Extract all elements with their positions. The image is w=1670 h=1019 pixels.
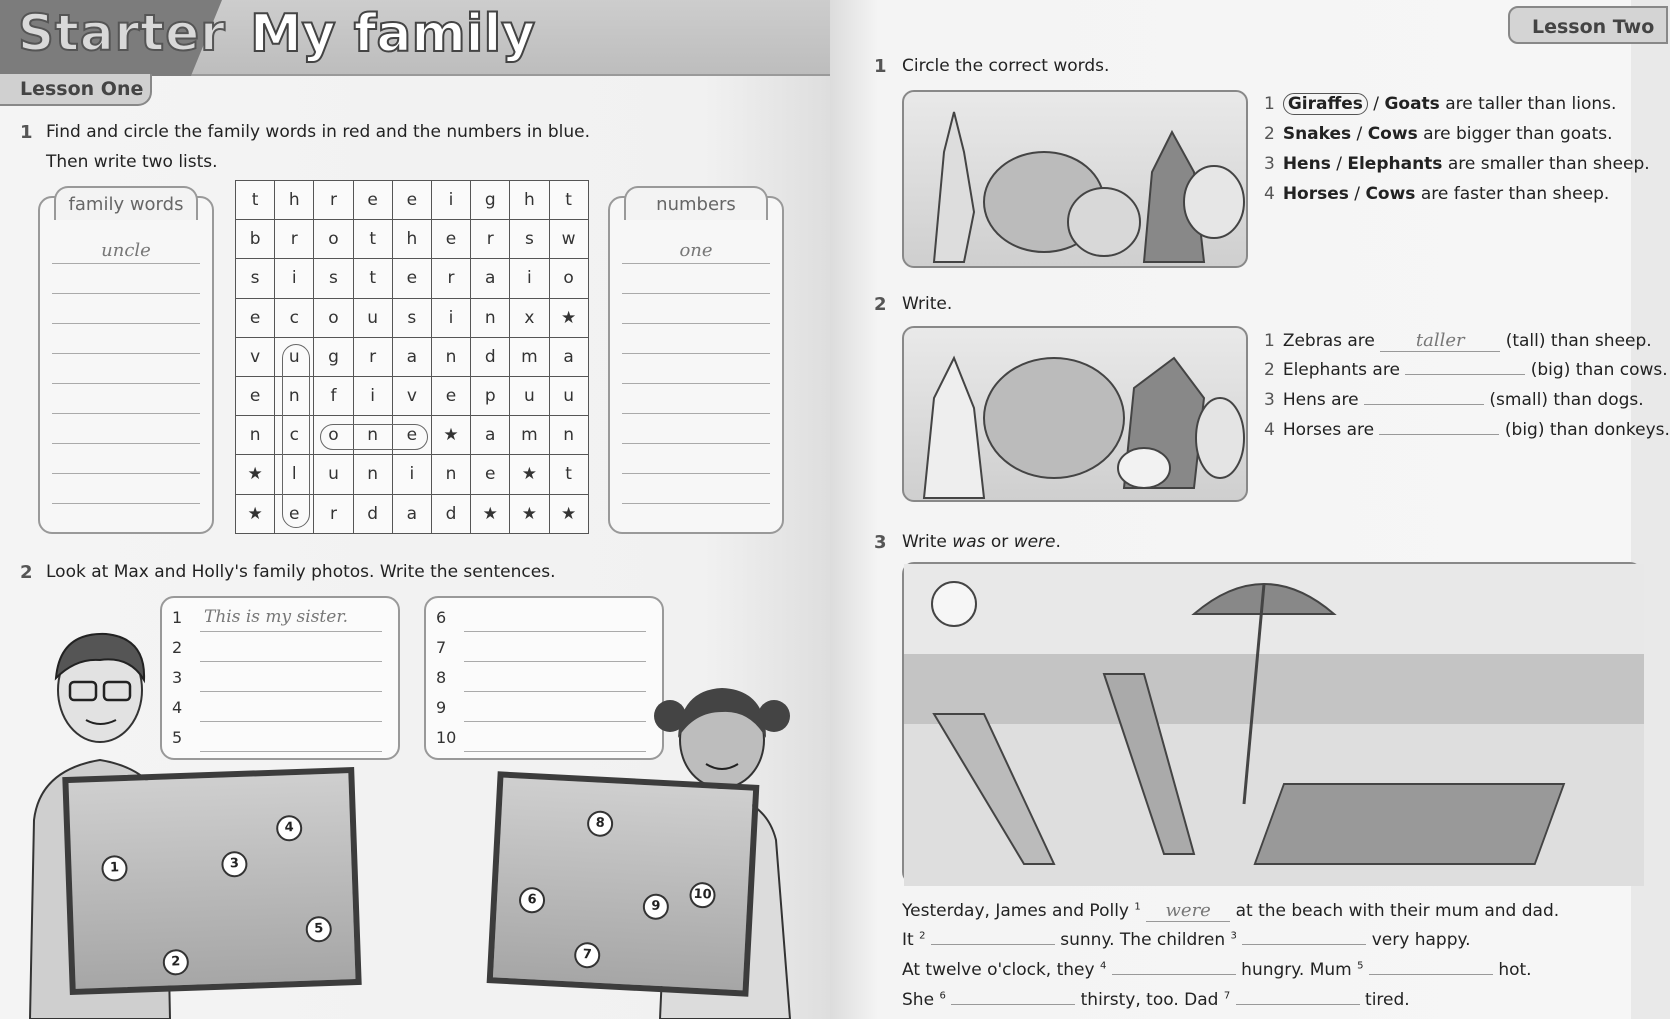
grid-letter-cell[interactable]: e xyxy=(431,220,470,259)
answer-line[interactable] xyxy=(52,383,200,384)
grid-letter-cell[interactable]: m xyxy=(510,337,549,376)
grid-letter-cell[interactable]: e xyxy=(471,455,510,494)
answer-gap[interactable] xyxy=(1405,374,1525,375)
grid-letter-cell[interactable]: u xyxy=(275,337,314,376)
grid-letter-cell[interactable]: x xyxy=(510,298,549,337)
answer-line xyxy=(200,691,382,692)
grid-letter-cell[interactable]: t xyxy=(353,220,392,259)
sentence-number: 2 xyxy=(172,638,183,657)
exercise-r1-instruction: Circle the correct words. xyxy=(902,56,1110,76)
grid-letter-cell[interactable]: s xyxy=(510,220,549,259)
grid-letter-cell[interactable]: t xyxy=(236,181,275,220)
answer-line[interactable] xyxy=(52,473,200,474)
grid-letter-cell[interactable]: e xyxy=(392,181,431,220)
sentence-number: 10 xyxy=(436,728,457,747)
sentence-row[interactable] xyxy=(436,724,652,754)
exercise-2-number: 2 xyxy=(20,562,33,583)
answer-line[interactable] xyxy=(52,443,200,444)
photo-badge: 3 xyxy=(221,851,248,878)
sentence-row[interactable] xyxy=(172,634,388,664)
r1-item-4: 4 Horses / Cows are faster than sheep. xyxy=(1264,184,1610,204)
answer-gap[interactable] xyxy=(931,944,1055,945)
grid-letter-cell[interactable]: n xyxy=(275,376,314,415)
photo-badge: 10 xyxy=(689,882,716,909)
grid-letter-cell[interactable]: i xyxy=(275,259,314,298)
grid-letter-cell[interactable]: n xyxy=(549,416,588,455)
option-a[interactable]: Hens xyxy=(1282,154,1331,174)
exercise-2-instruction: Look at Max and Holly's family photos. Write the sentences. xyxy=(46,562,556,582)
page-title: My family xyxy=(250,4,536,64)
grid-letter-cell[interactable]: s xyxy=(314,259,353,298)
grid-star-cell[interactable]: ★ xyxy=(510,455,549,494)
grid-letter-cell[interactable]: w xyxy=(549,220,588,259)
exercise-1-instruction-line2: Then write two lists. xyxy=(46,152,218,172)
lesson-two-tab: Lesson Two xyxy=(1508,6,1668,44)
numbers-box xyxy=(608,196,784,534)
photo-badge: 1 xyxy=(101,855,128,882)
sentence-number: 4 xyxy=(172,698,183,717)
answer-line[interactable] xyxy=(622,443,770,444)
animals-picture-2 xyxy=(902,326,1248,502)
right-page xyxy=(830,0,1670,1019)
sentence-row[interactable] xyxy=(172,724,388,754)
grid-star-cell[interactable]: ★ xyxy=(549,298,588,337)
sentence-row[interactable] xyxy=(172,694,388,724)
grid-letter-cell[interactable]: e xyxy=(353,181,392,220)
grid-letter-cell[interactable]: o xyxy=(314,220,353,259)
grid-letter-cell[interactable]: a xyxy=(392,494,431,533)
answer-line xyxy=(464,661,646,662)
grid-letter-cell[interactable]: i xyxy=(431,181,470,220)
grid-letter-cell[interactable]: e xyxy=(236,376,275,415)
option-b[interactable]: Goats xyxy=(1384,94,1440,114)
grid-letter-cell[interactable]: a xyxy=(549,337,588,376)
answer-gap[interactable] xyxy=(1242,944,1366,945)
grid-letter-cell[interactable]: o xyxy=(314,416,353,455)
answer-gap[interactable]: taller xyxy=(1380,330,1500,352)
grid-letter-cell[interactable]: l xyxy=(275,455,314,494)
grid-letter-cell[interactable]: n xyxy=(431,337,470,376)
lesson-one-tab: Lesson One xyxy=(0,74,152,106)
grid-letter-cell[interactable]: a xyxy=(471,259,510,298)
option-a[interactable]: Snakes xyxy=(1282,124,1352,144)
left-page xyxy=(0,0,830,1019)
r2-item-3: 3 Hens are (small) than dogs. xyxy=(1264,390,1644,410)
r2-item-4: 4 Horses are (big) than donkeys. xyxy=(1264,420,1670,440)
exercise-r3-instruction: Write was or were. xyxy=(902,532,1061,552)
grid-letter-cell[interactable]: m xyxy=(510,416,549,455)
r3-sentence-3: At twelve o'clock, they $^4$ hungry. Mum $^5$ hot. xyxy=(902,960,1532,980)
sentence-number: 9 xyxy=(436,698,447,717)
holly-family-photo xyxy=(487,771,760,996)
r2-item-1: 1 Zebras are taller (tall) than sheep. xyxy=(1264,330,1652,351)
speech-bubble-holly xyxy=(424,596,664,760)
grid-letter-cell[interactable]: h xyxy=(392,220,431,259)
grid-letter-cell[interactable]: a xyxy=(471,416,510,455)
answer-line[interactable] xyxy=(622,383,770,384)
starter-heading: Starter xyxy=(18,4,226,62)
animals-picture-1 xyxy=(902,90,1248,268)
sentence-number: 7 xyxy=(436,638,447,657)
answer-gap[interactable] xyxy=(1379,434,1499,435)
grid-row xyxy=(236,220,589,259)
family-words-example: uncle xyxy=(101,240,151,261)
answer-gap[interactable] xyxy=(951,1004,1075,1005)
answer-line[interactable] xyxy=(52,293,200,294)
sentence-number: 3 xyxy=(172,668,183,687)
sentence-row[interactable] xyxy=(436,664,652,694)
exercise-r3-number: 3 xyxy=(874,532,887,553)
numbers-example: one xyxy=(679,240,713,261)
grid-letter-cell[interactable]: h xyxy=(510,181,549,220)
answer-line xyxy=(200,661,382,662)
r1-item-1: 1 Giraffes / Goats are taller than lions. xyxy=(1264,94,1617,114)
grid-letter-cell[interactable]: s xyxy=(236,259,275,298)
answer-line[interactable] xyxy=(52,323,200,324)
sentence-number: 5 xyxy=(172,728,183,747)
answer-line[interactable] xyxy=(52,413,200,414)
answer-line[interactable] xyxy=(622,263,770,264)
grid-letter-cell[interactable]: e xyxy=(392,259,431,298)
exercise-r1-number: 1 xyxy=(874,56,887,77)
grid-letter-cell[interactable]: t xyxy=(549,181,588,220)
r3-sentence-1: Yesterday, James and Polly $^1$ were at the beach with their mum and dad. xyxy=(902,900,1560,921)
sentence-number: 6 xyxy=(436,608,447,627)
grid-letter-cell[interactable]: a xyxy=(392,337,431,376)
grid-letter-cell[interactable]: e xyxy=(431,376,470,415)
grid-letter-cell[interactable]: g xyxy=(471,181,510,220)
grid-letter-cell[interactable]: i xyxy=(392,455,431,494)
grid-letter-cell[interactable]: n xyxy=(431,455,470,494)
grid-star-cell[interactable]: ★ xyxy=(431,416,470,455)
family-words-box xyxy=(38,196,214,534)
grid-star-cell[interactable]: ★ xyxy=(549,494,588,533)
grid-letter-cell[interactable]: r xyxy=(431,259,470,298)
grid-star-cell[interactable]: ★ xyxy=(236,494,275,533)
r3-sentence-2: It $^2$ sunny. The children $^3$ very happy. xyxy=(902,930,1471,950)
grid-letter-cell[interactable]: f xyxy=(314,376,353,415)
max-family-photo xyxy=(62,767,361,995)
grid-letter-cell[interactable]: o xyxy=(314,298,353,337)
answer-gap[interactable] xyxy=(1112,974,1236,975)
answer-line xyxy=(464,691,646,692)
sentence-number: 8 xyxy=(436,668,447,687)
exercise-r2-instruction: Write. xyxy=(902,294,953,314)
grid-letter-cell[interactable]: h xyxy=(275,181,314,220)
speech-bubble-max xyxy=(160,596,400,760)
r1-item-3: 3 Hens / Elephants are smaller than sheep. xyxy=(1264,154,1650,174)
r3-sentence-4: She $^6$ thirsty, too. Dad $^7$ tired. xyxy=(902,990,1410,1010)
grid-letter-cell[interactable]: i xyxy=(353,376,392,415)
answer-line[interactable] xyxy=(622,503,770,504)
answer-gap[interactable]: were xyxy=(1146,900,1230,922)
grid-letter-cell[interactable]: e xyxy=(392,416,431,455)
answer-line xyxy=(464,631,646,632)
grid-letter-cell[interactable]: t xyxy=(549,455,588,494)
grid-letter-cell[interactable]: n xyxy=(471,298,510,337)
photo-badge: 9 xyxy=(642,893,669,920)
grid-letter-cell[interactable]: d xyxy=(471,337,510,376)
answer-line[interactable] xyxy=(52,503,200,504)
grid-row xyxy=(236,259,589,298)
grid-letter-cell[interactable]: r xyxy=(275,220,314,259)
grid-letter-cell[interactable]: t xyxy=(353,259,392,298)
photo-badge: 2 xyxy=(162,949,189,976)
grid-letter-cell[interactable]: e xyxy=(275,494,314,533)
grid-letter-cell[interactable]: p xyxy=(471,376,510,415)
sentence-row[interactable] xyxy=(436,694,652,724)
family-words-label: family words xyxy=(54,186,198,220)
exercise-1-number: 1 xyxy=(20,122,33,143)
beach-picture xyxy=(902,562,1642,884)
answer-line[interactable] xyxy=(52,263,200,264)
sentence-number: 1 xyxy=(172,608,183,627)
sentence-row[interactable] xyxy=(172,664,388,694)
answer-line[interactable] xyxy=(622,293,770,294)
grid-letter-cell[interactable]: c xyxy=(275,298,314,337)
grid-letter-cell[interactable]: u xyxy=(353,298,392,337)
grid-letter-cell[interactable]: u xyxy=(549,376,588,415)
answer-gap[interactable] xyxy=(1236,1004,1360,1005)
grid-letter-cell[interactable]: v xyxy=(236,337,275,376)
grid-letter-cell[interactable]: u xyxy=(510,376,549,415)
grid-row xyxy=(236,298,589,337)
grid-row xyxy=(236,181,589,220)
grid-letter-cell[interactable]: o xyxy=(549,259,588,298)
grid-star-cell[interactable]: ★ xyxy=(510,494,549,533)
grid-letter-cell[interactable]: n xyxy=(353,455,392,494)
numbers-label: numbers xyxy=(624,186,768,220)
answer-line xyxy=(464,751,646,752)
grid-letter-cell[interactable]: d xyxy=(431,494,470,533)
grid-letter-cell[interactable]: i xyxy=(431,298,470,337)
grid-letter-cell[interactable]: s xyxy=(392,298,431,337)
option-a[interactable]: Giraffes xyxy=(1283,93,1368,115)
exercise-r2-number: 2 xyxy=(874,294,887,315)
answer-line xyxy=(200,721,382,722)
photo-badge: 7 xyxy=(574,942,601,969)
sentence-example: This is my sister. xyxy=(204,607,348,627)
answer-line[interactable] xyxy=(622,353,770,354)
photo-badge: 6 xyxy=(518,887,545,914)
grid-letter-cell[interactable]: v xyxy=(392,376,431,415)
answer-line xyxy=(464,721,646,722)
exercise-1-instruction-line1: Find and circle the family words in red and the numbers in blue. xyxy=(46,122,590,142)
option-b[interactable]: Elephants xyxy=(1347,154,1443,174)
grid-letter-cell[interactable]: r xyxy=(353,337,392,376)
grid-letter-cell[interactable]: g xyxy=(314,337,353,376)
option-a[interactable]: Horses xyxy=(1282,184,1349,204)
answer-line[interactable] xyxy=(622,413,770,414)
grid-letter-cell[interactable]: b xyxy=(236,220,275,259)
grid-letter-cell[interactable]: c xyxy=(275,416,314,455)
answer-line[interactable] xyxy=(622,473,770,474)
grid-letter-cell[interactable]: r xyxy=(471,220,510,259)
grid-star-cell[interactable]: ★ xyxy=(236,455,275,494)
r1-item-2: 2 Snakes / Cows are bigger than goats. xyxy=(1264,124,1613,144)
sentence-row[interactable] xyxy=(172,604,388,634)
option-b[interactable]: Cows xyxy=(1367,124,1418,144)
answer-line xyxy=(200,751,382,752)
grid-letter-cell[interactable]: n xyxy=(236,416,275,455)
photo-badge: 8 xyxy=(586,810,613,837)
sentence-row[interactable] xyxy=(436,634,652,664)
r2-item-2: 2 Elephants are (big) than cows. xyxy=(1264,360,1668,380)
answer-line xyxy=(200,631,382,632)
grid-star-cell[interactable]: ★ xyxy=(471,494,510,533)
answer-gap[interactable] xyxy=(1364,404,1484,405)
option-b[interactable]: Cows xyxy=(1365,184,1416,204)
answer-line[interactable] xyxy=(622,323,770,324)
photo-badge: 4 xyxy=(276,815,303,842)
grid-letter-cell[interactable]: i xyxy=(510,259,549,298)
grid-letter-cell[interactable]: u xyxy=(314,455,353,494)
grid-letter-cell[interactable]: n xyxy=(353,416,392,455)
photo-badge: 5 xyxy=(305,916,332,943)
answer-line[interactable] xyxy=(52,353,200,354)
grid-letter-cell[interactable]: r xyxy=(314,181,353,220)
grid-circle-one xyxy=(320,424,428,450)
grid-circle-uncle xyxy=(282,344,310,528)
answer-gap[interactable] xyxy=(1369,974,1493,975)
grid-letter-cell[interactable]: d xyxy=(353,494,392,533)
grid-letter-cell[interactable]: e xyxy=(236,298,275,337)
sentence-row[interactable] xyxy=(436,604,652,634)
grid-letter-cell[interactable]: r xyxy=(314,494,353,533)
